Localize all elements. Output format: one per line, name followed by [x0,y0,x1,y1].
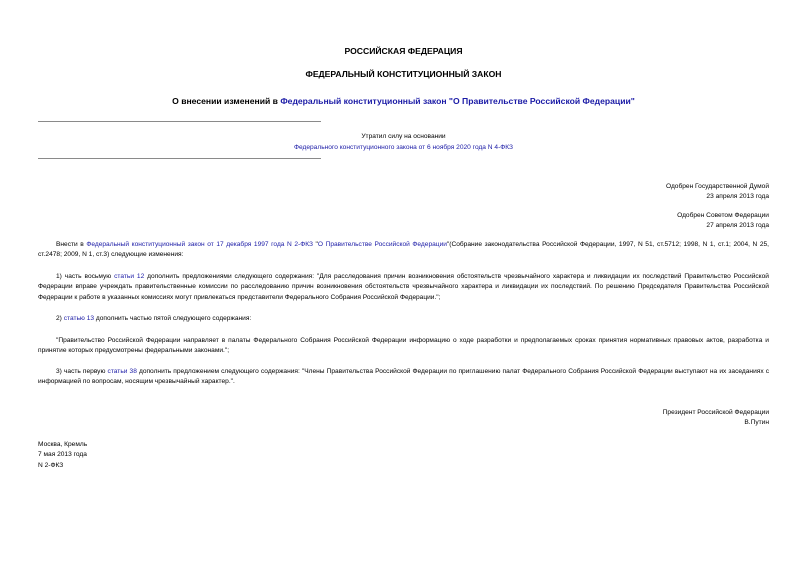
footer-number: N 2-ФКЗ [38,461,64,469]
item2-text-a: 2) [56,315,64,322]
heading-country: РОССИЙСКАЯ ФЕДЕРАЦИЯ [344,46,463,56]
signature-position: Президент Российской Федерации [662,409,769,416]
paragraph-item-1 [38,272,769,303]
heading-doc-type: ФЕДЕРАЛЬНЫЙ КОНСТИТУЦИОННЫЙ ЗАКОН [305,69,502,79]
approval-duma [666,182,769,203]
intro-law-link[interactable]: Федеральный конституционный закон от 17 декабря 1997 года N 2-ФКЗ [86,241,313,248]
item1-text-a: 1) часть восьмую [56,273,115,280]
paragraph-item-3 [38,367,769,388]
intro-law-name-link[interactable]: О Правительстве Российской Федерации [317,241,447,248]
item1-text-b: дополнить предложениями следующего содержания: "Для расследования причин возникновения обстоятельств чрезвычайного характера и ликвидации их последствий Правительство Российской Федерации вправе учреждать правительственные комиссии по расследованию причин возникновения обстоятельств чрезвычайного характера и ликвидации их последствий. По решению Председателя Правительства Российской Федерации к работе в указанных комиссиях могут привлекаться представители Федерального Собрания Российской Федерации."; [38,273,769,301]
title-law-link[interactable]: Федеральный конституционный закон "О Правительстве Российской Федерации" [280,96,635,106]
title-prefix: О внесении изменений в [172,96,281,106]
intro-text-c: "(Собрание законодательства Российской Федерации, 1997, N 51, ст.5712; 1998, N 1, ст.1; 2004, N 25, ст.2478; 2009, N 1, ст.3) следующие изменения: [38,241,769,259]
repeal-notice: Утратил силу на основании [361,133,446,140]
approval-council-text: Одобрен Советом Федерации [677,212,769,219]
intro-text-a: Внести в [56,241,87,248]
article-38-link[interactable]: статьи 38 [107,368,137,375]
item3-text-a: 3) часть первую [56,368,108,375]
paragraph-quote: "Правительство Российской Федерации направляет в палаты Федерального Собрания Российской Федерации информацию о ходе разработки и предполагаемых сроках принятия нормативных правовых актов, разработка и принятие которых предусмотрены федеральными законами."; [38,337,769,355]
approval-council-date: 27 апреля 2013 года [706,222,769,230]
document-title [0,96,807,106]
footer-block [38,440,87,471]
footer-date: 7 мая 2013 года [38,451,87,459]
signature-block [663,408,769,429]
approval-duma-text: Одобрен Государственной Думой [665,183,769,190]
intro-text-b: " [312,241,318,248]
footer-place: Москва, Кремль [38,441,88,448]
repeal-law-link[interactable]: Федерального конституционного закона от 6 ноября 2020 года N 4-ФКЗ [293,144,514,151]
approval-council [677,211,769,232]
repeal-notice-line [0,144,807,151]
paragraph-intro [38,240,769,261]
article-12-link[interactable]: статьи 12 [114,273,145,280]
paragraph-item-2 [38,314,769,324]
signature-name: В.Путин [744,419,769,427]
divider-top [38,121,321,122]
approval-duma-date: 23 апреля 2013 года [706,193,769,201]
item3-text-b: дополнить предложением следующего содержания: "Члены Правительства Российской Федерации по приглашению палат Федерального Собрания Российской Федерации выступают на их заседаниях с информацией по вопросам, носящим чрезвычайный характер.". [38,368,770,386]
divider-bottom [38,158,321,159]
item2-text-b: дополнить частью пятой следующего содержания: [94,315,252,322]
article-13-link[interactable]: статью 13 [63,315,95,322]
